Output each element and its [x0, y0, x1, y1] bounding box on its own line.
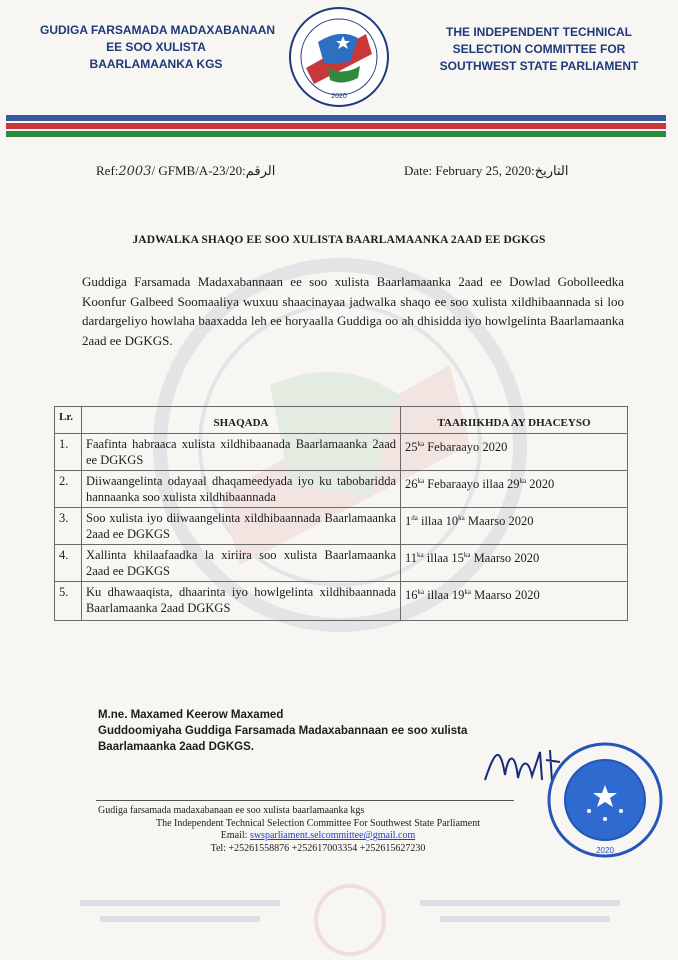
row-task: Xallinta khilaafaadka la xiriira soo xulista Baarlamaanka 2aad ee DGKGS	[82, 545, 401, 582]
footer-org-english: The Independent Technical Selection Committee For Southwest State Parliament	[155, 817, 481, 829]
footer-phone: Tel: +25261558876 +252617003354 +252615627230	[210, 842, 426, 854]
header-stripe-green	[6, 131, 666, 137]
row-date: $1^{da}$ illaa $10^{ka}$ Maarso 2020	[401, 508, 628, 545]
footer-divider	[96, 800, 514, 801]
table-row	[55, 471, 628, 508]
table-row	[55, 508, 628, 545]
document-date: Date: February 25, 2020:التاريخ	[404, 163, 569, 178]
row-task: Ku dhawaaqista, dhaarinta iyo howlgelinta xildhibaannada Baarlamaanka 2aad DGKGS	[82, 582, 401, 621]
row-number: 4.	[55, 545, 82, 582]
footer-email: Email: swsparliament.selcommittee@gmail.com	[220, 830, 416, 841]
col-header-number: Lr.	[55, 407, 82, 434]
row-task: Diiwaangelinta odayaal dhaqameedyada iyo ku tabobaridda hannaanka soo xulista xildhibaannada	[82, 471, 401, 508]
official-stamp	[545, 735, 665, 865]
row-task: Soo xulista iyo diiwaangelinta xildhibaannada Baarlamaanka 2aad ee DGKGS	[82, 508, 401, 545]
header-stripe-blue	[6, 115, 666, 121]
row-number: 3.	[55, 508, 82, 545]
header-stripe-red	[6, 123, 666, 129]
reference-number: Ref:2003/ GFMB/A-23/20:الرقم	[96, 163, 276, 179]
signatory-role: Guddoomiyaha Guddiga Farsamada Madaxabannaan ee soo xulista	[98, 725, 468, 737]
table-row	[55, 545, 628, 582]
intro-paragraph: Guddiga Farsamada Madaxabannaan ee soo xulista Baarlamaanka 2aad ee Dowlad Gobolleedka Koonfur Galbeed Soomaaliya wuxuu shaacinayaa jadwalka shaqo ee soo xulista xildhibaannada si loo dardargeliyo howlaha baaxadda leh ee horyaalla Guddiga oo ah dhisidda iyo howlgelinta Baarlamaanka 2aad ee DGKGS.	[82, 274, 624, 348]
document-title: JADWALKA SHAQO EE SOO XULISTA BAARLAMAANKA 2AAD EE DGKGS	[132, 234, 546, 246]
signatory-name: M.ne. Maxamed Keerow Maxamed	[98, 709, 284, 721]
committee-seal-logo	[288, 6, 390, 108]
row-task: Faafinta habraaca xulista xildhibaanada Baarlamaanka 2aad ee DGKGS	[82, 434, 401, 471]
svg-text:2020: 2020	[331, 93, 347, 100]
table-header-row	[55, 407, 628, 434]
footer-org-somali: Gudiga farsamada madaxabanaan ee soo xulista baarlamaanka kgs	[98, 805, 365, 816]
row-number: 1.	[55, 434, 82, 471]
row-number: 2.	[55, 471, 82, 508]
footer	[98, 805, 538, 855]
header-right-org-name: THE INDEPENDENT TECHNICAL SELECTION COMMITTEE FOR SOUTHWEST STATE PARLIAMENT	[439, 25, 639, 73]
signatory-role-cont: Baarlamaanka 2aad DGKGS.	[98, 741, 254, 753]
bleed-through-mirror	[40, 880, 660, 960]
row-date: $16^{ka}$ illaa $19^{ka}$ Maarso 2020	[401, 582, 628, 621]
table-row	[55, 434, 628, 471]
col-header-date: TAARIIKHDA AY DHACEYSO	[401, 407, 628, 434]
svg-text:2020: 2020	[596, 846, 614, 855]
row-date: $26^{ka}$ Febaraayo illaa $29^{ka}$ 2020	[401, 471, 628, 508]
schedule-table	[54, 406, 628, 621]
col-header-task: SHAQADA	[82, 407, 401, 434]
header-left-org-name: GUDIGA FARSAMADA MADAXABANAAN EE SOO XULISTA BAARLAMAANKA KGS	[40, 23, 276, 71]
signatory-block	[98, 707, 467, 755]
row-date: $25^{ka}$ Febaraayo 2020	[401, 434, 628, 471]
row-number: 5.	[55, 582, 82, 621]
table-row	[55, 582, 628, 621]
row-date: $11^{ka}$ illaa $15^{ka}$ Maarso 2020	[401, 545, 628, 582]
email-link[interactable]: swsparliament.selcommittee@gmail.com	[249, 830, 416, 841]
